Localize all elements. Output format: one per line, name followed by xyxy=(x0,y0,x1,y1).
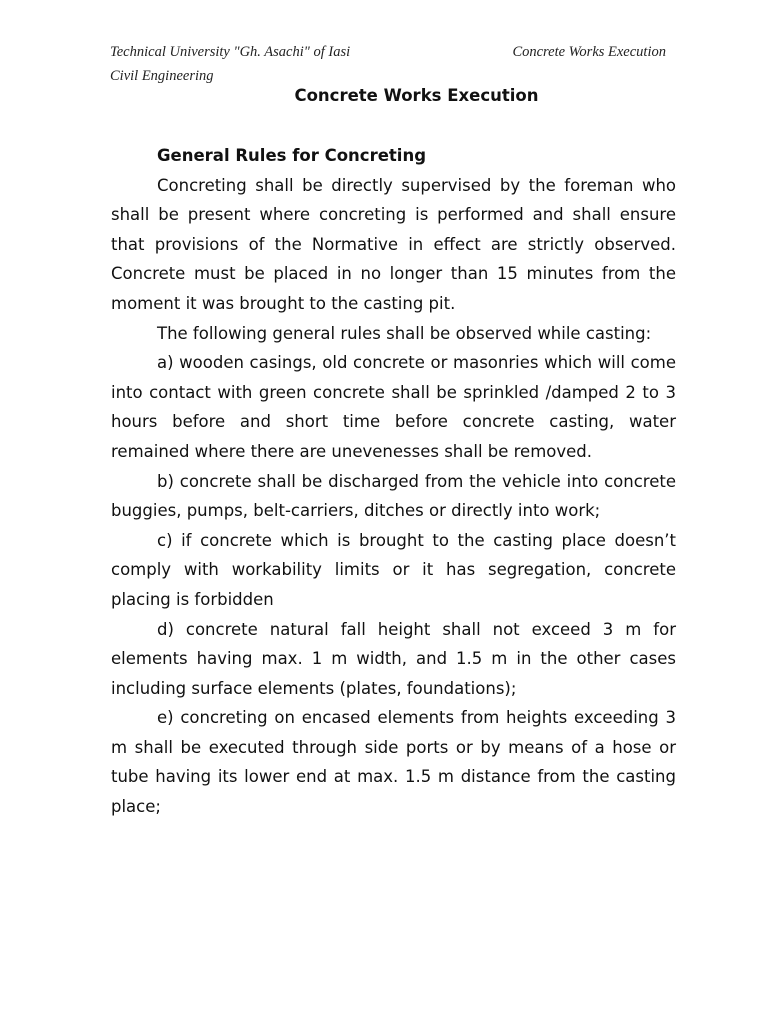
document-body xyxy=(111,141,676,822)
page-title: Concrete Works Execution xyxy=(294,86,539,105)
header-document-title: Concrete Works Execution xyxy=(512,44,666,60)
header-faculty: Civil Engineering xyxy=(110,68,214,84)
paragraph-intro: Concreting shall be directly supervised by the foreman who shall be present where concreting is performed and shall ensure that provisions of the Normative in effect are strictly observed. Concrete must be placed in no longer than 15 minutes from the moment it was brought to the casting pit. xyxy=(111,175,676,313)
header-university: Technical University "Gh. Asachi" of Iasi xyxy=(110,44,351,60)
paragraph-general-rules: The following general rules shall be observed while casting: xyxy=(157,323,652,343)
rule-item-e: e) concreting on encased elements from heights exceeding 3 m shall be executed through side ports or by means of a hose or tube having its lower end at max. 1.5 m distance from the casting place; xyxy=(111,708,676,817)
running-header xyxy=(110,42,676,90)
rule-item-b: b) concrete shall be discharged from the vehicle into concrete buggies, pumps, belt-carriers, ditches or directly into work; xyxy=(111,471,676,521)
rule-item-d: d) concrete natural fall height shall not exceed 3 m for elements having max. 1 m width, and 1.5 m in the other cases including surface elements (plates, foundations); xyxy=(111,619,676,698)
section-heading: General Rules for Concreting xyxy=(157,146,427,165)
rule-item-a: a) wooden casings, old concrete or masonries which will come into contact with green concrete shall be sprinkled /damped 2 to 3 hours before and short time before concrete casting, water remained where there are unevenesses shall be removed. xyxy=(111,353,676,461)
rule-item-c: c) if concrete which is brought to the casting place doesn’t comply with workability limits or it has segregation, concrete placing is forbidden xyxy=(111,530,676,609)
